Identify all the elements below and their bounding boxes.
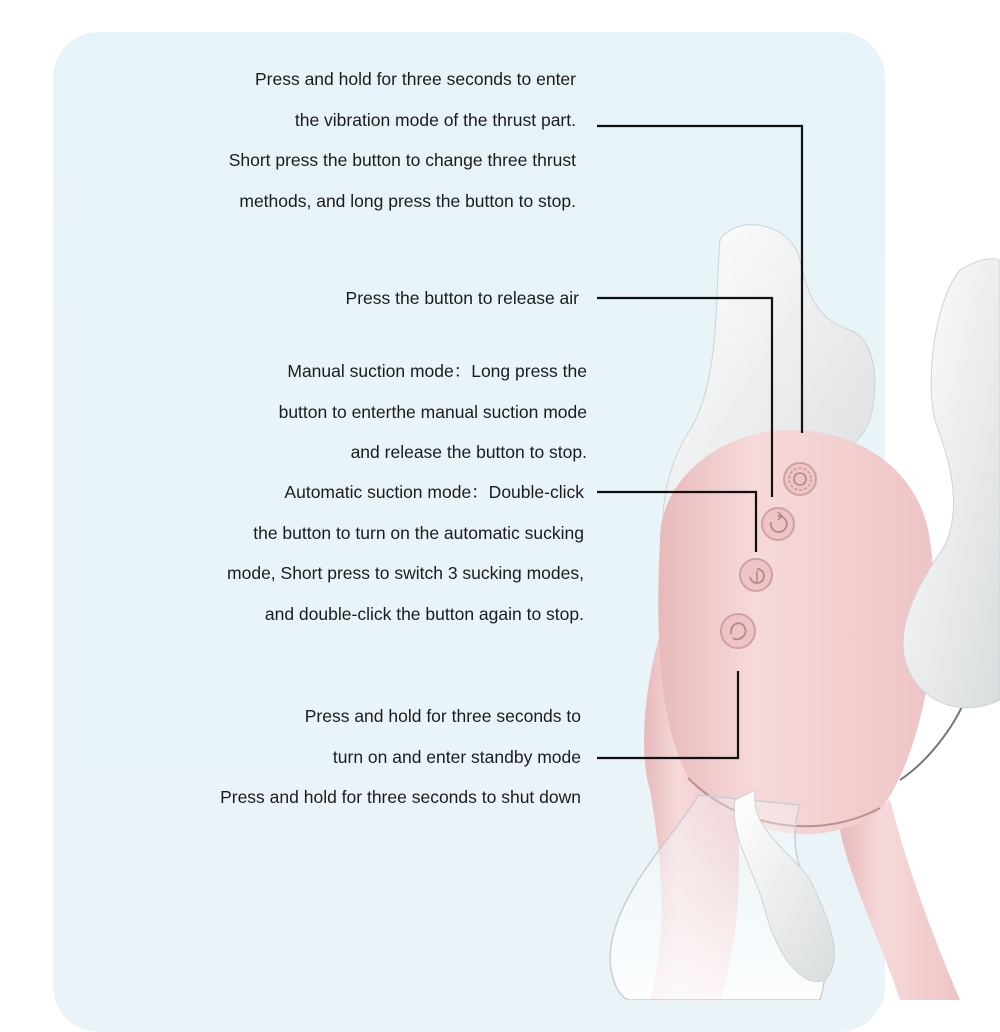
callout-line: Automatic suction mode：Double-click bbox=[284, 482, 584, 502]
callout-release-air bbox=[346, 278, 579, 319]
callout-line: methods, and long press the button to stop. bbox=[239, 190, 576, 211]
callout-line: turn on and enter standby mode bbox=[332, 746, 581, 767]
callout-line: Manual suction mode：Long press the bbox=[287, 361, 587, 381]
callout-line: Press and hold for three seconds to shut down bbox=[220, 787, 581, 807]
right-wing bbox=[903, 259, 1000, 708]
callout-line: the button to turn on the automatic sucking bbox=[253, 522, 584, 543]
device-stem bbox=[840, 800, 960, 1000]
power-icon[interactable] bbox=[721, 614, 755, 648]
callout-line: and double-click the button again to stop. bbox=[264, 603, 584, 624]
flower-icon[interactable] bbox=[784, 463, 816, 495]
callout-line: Press and hold for three seconds to bbox=[304, 706, 581, 726]
suction-icon[interactable] bbox=[740, 559, 772, 591]
callout-power bbox=[220, 696, 581, 818]
callout-line: button to enterthe manual suction mode bbox=[278, 401, 587, 422]
release-air-icon[interactable] bbox=[762, 508, 794, 540]
callout-line: Press the button to release air bbox=[345, 288, 579, 308]
callout-line: Press and hold for three seconds to enter bbox=[254, 69, 576, 89]
callout-line: Short press the button to change three thrust bbox=[228, 150, 576, 170]
callout-automatic-suction bbox=[227, 472, 584, 634]
callout-manual-suction bbox=[279, 351, 587, 473]
callout-line: and release the button to stop. bbox=[350, 442, 587, 462]
callout-thrust-vibration bbox=[229, 59, 576, 221]
callout-line: the vibration mode of the thrust part. bbox=[294, 109, 576, 130]
callout-line: mode, Short press to switch 3 sucking modes, bbox=[227, 563, 584, 583]
